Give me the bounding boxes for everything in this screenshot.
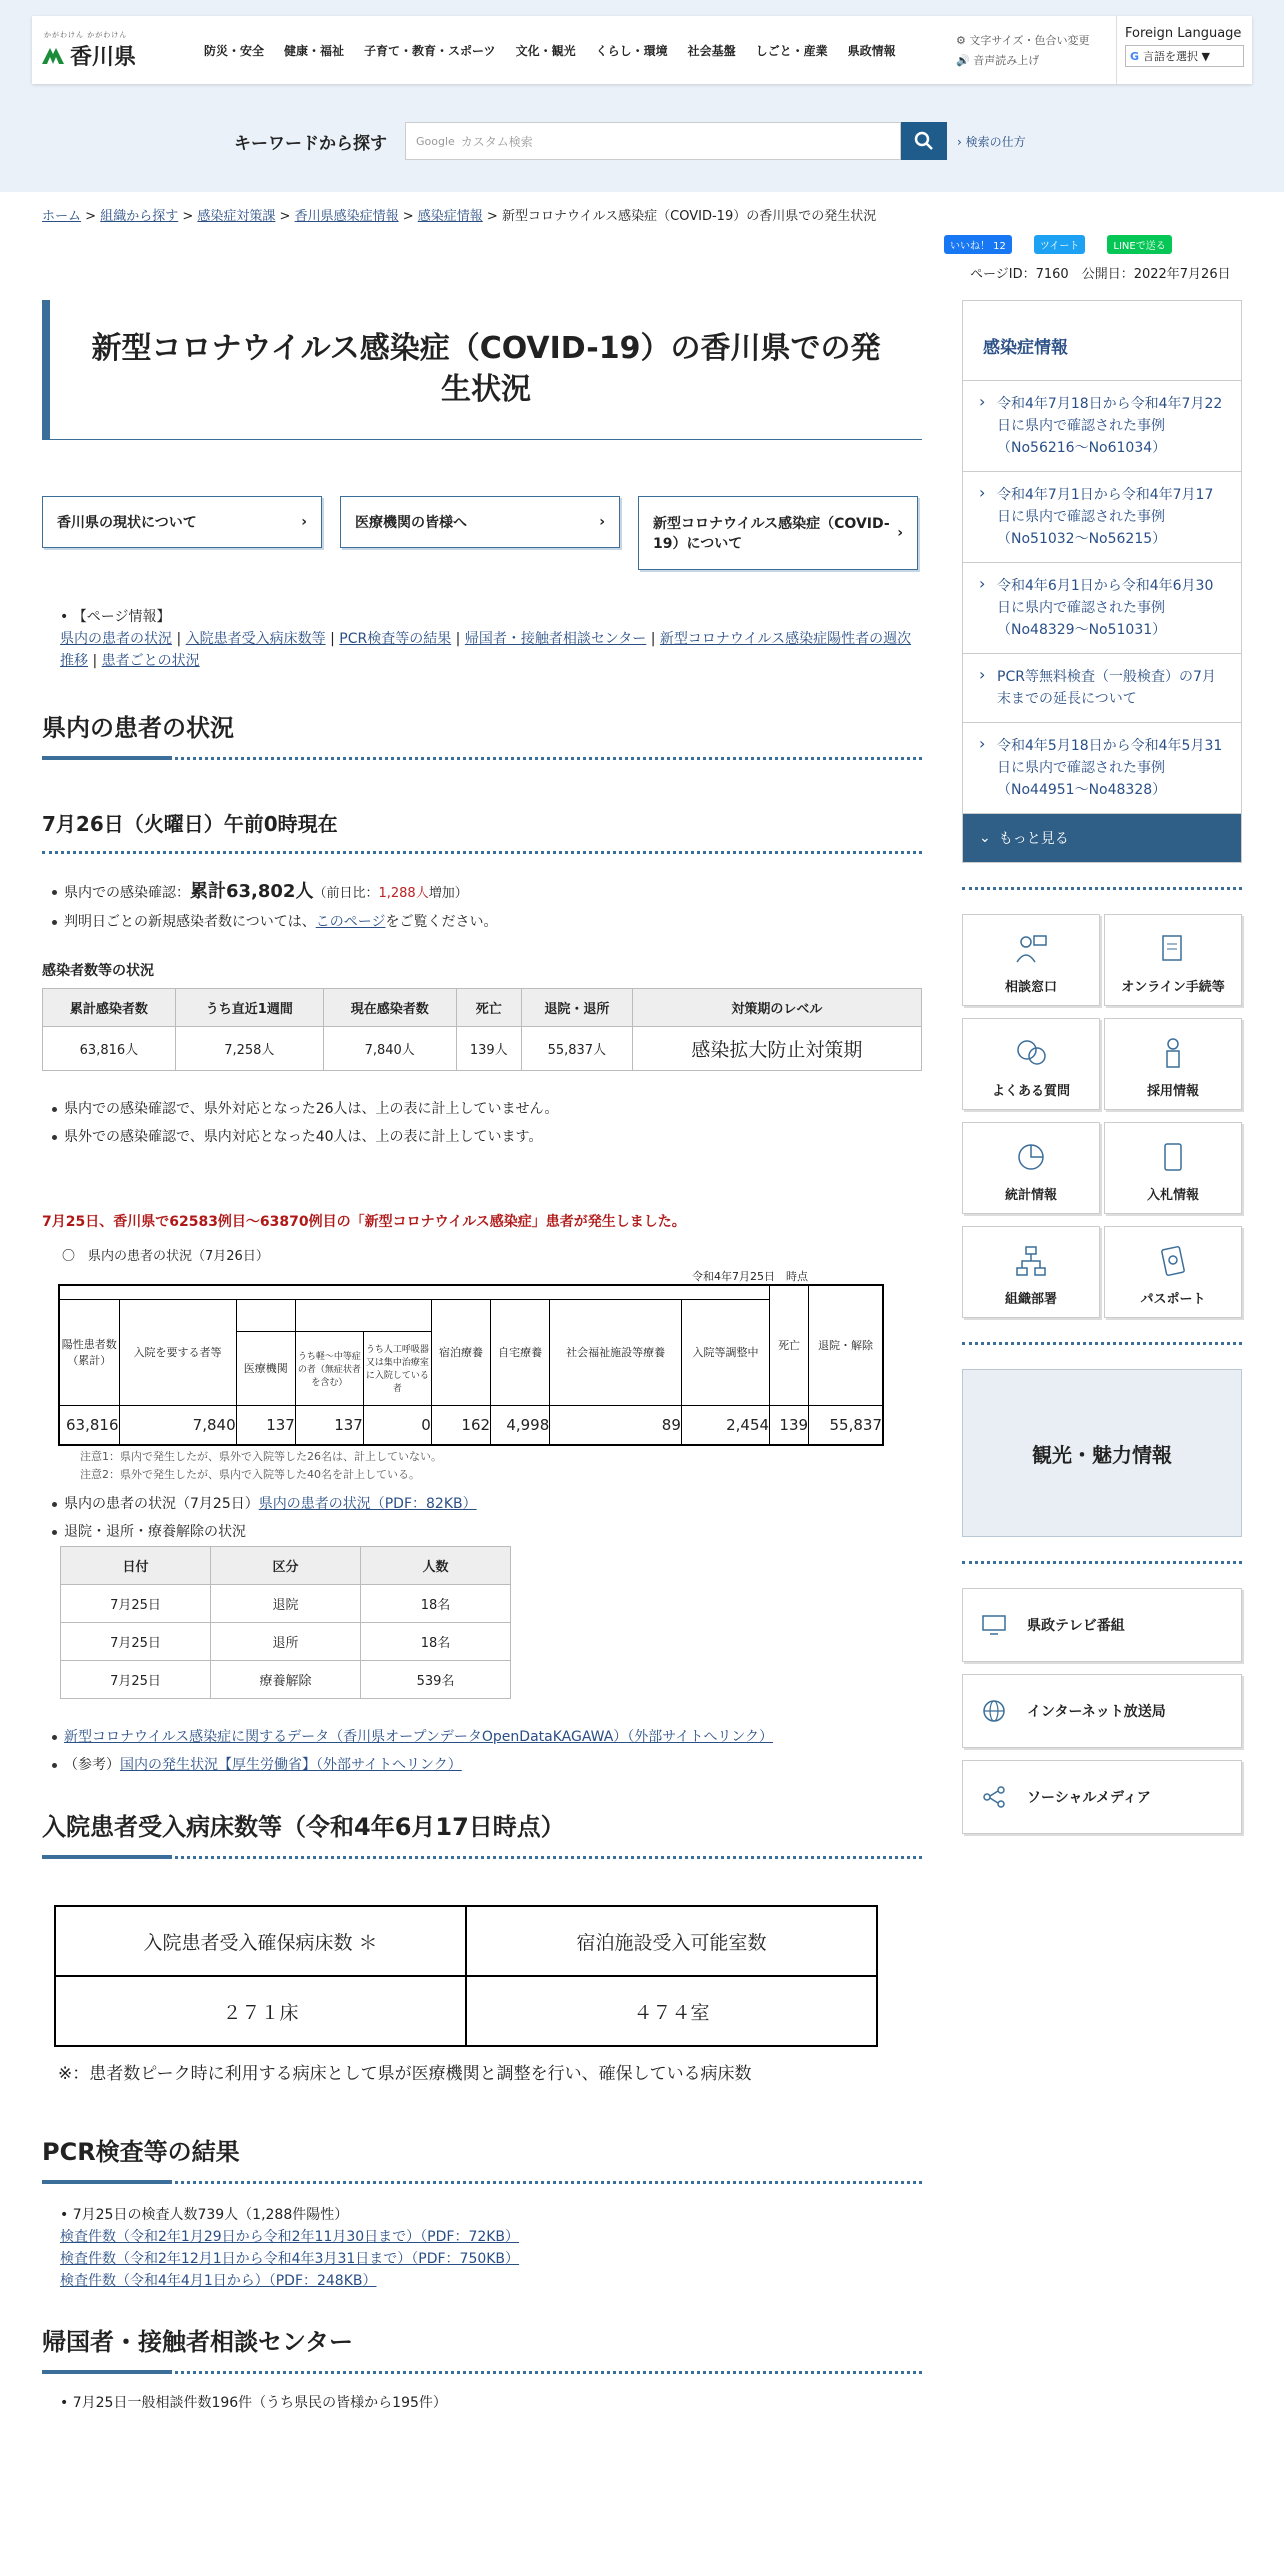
quick-link-nyusatsu[interactable]: 入札情報	[1104, 1122, 1242, 1214]
chevron-right-icon: ›	[301, 514, 307, 530]
chevron-right-icon: ›	[897, 525, 903, 541]
link-tv[interactable]: 県政テレビ番組	[962, 1588, 1242, 1662]
google-brand: Google	[416, 134, 455, 148]
discharge-table: 日付 区分 人数 7月25日 退院 18名 7月25日 退所 18名 7月25日 療養解除 539名	[60, 1546, 511, 1699]
mhlw-link[interactable]: 国内の発生状況【厚生労働省】（外部サイトへリンク）	[120, 1757, 462, 1773]
social-buttons	[944, 235, 1172, 254]
consult-count: • 7月25日一般相談件数196件（うち県民の皆様から195件）	[60, 2395, 447, 2411]
voice-link[interactable]: 🔊 音声読み上げ	[956, 54, 1040, 67]
global-nav	[194, 42, 906, 59]
card-iryou[interactable]: 医療機関の皆様へ ›	[340, 496, 620, 548]
breadcrumb: ホーム > 組織から探す > 感染症対策課 > 香川県感染症情報 > 感染症情報 > 新型コロナウイルス感染症（COVID-19）の香川県での発生状況	[42, 209, 877, 224]
speaker-icon: 🔊	[956, 54, 970, 67]
passport-icon	[1156, 1244, 1190, 1278]
link-social[interactable]: ソーシャルメディア	[962, 1760, 1242, 1834]
quick-link-toukei[interactable]: 統計情報	[962, 1122, 1100, 1214]
page-info: • 【ページ情報】 県内の患者の状況 | 入院患者受入病床数等 | PCR検査等の結果 | 帰国者・接触者相談センター | 新型コロナウイルス感染症陽性者の週次推移 | 患者ごとの状況	[60, 609, 912, 669]
line-button[interactable]: LINEで送る	[1107, 235, 1171, 254]
quick-link-soshiki[interactable]: 組織部署	[962, 1226, 1100, 1318]
section-title: PCR検査等の結果	[42, 2132, 922, 2184]
share-icon	[981, 1785, 1007, 1809]
infection-info-box	[962, 300, 1242, 863]
nav-item-kosodate[interactable]: 子育て・教育・スポーツ	[364, 43, 496, 58]
pcr-results: • 7月25日の検査人数739人（1,288件陽性） 検査件数（令和2年1月29日から令和2年11月30日まで）（PDF：72KB） 検査件数（令和2年12月1日から令和4年3月31日まで）（PDF：750KB） 検査件数（令和4年4月1日から）（PDF：248KB）	[60, 2207, 520, 2289]
site-logo[interactable]: かがわけん かがわけん 香川県	[32, 16, 182, 84]
nav-item-kenkou[interactable]: 健康・福祉	[284, 43, 345, 58]
site-header	[32, 16, 1252, 84]
card-covid[interactable]: 新型コロナウイルス感染症（COVID-19）について ›	[638, 496, 918, 570]
bed-table: 入院患者受入確保病床数 ＊ 宿泊施設受入可能室数 ２７１床 ４７４室	[54, 1905, 878, 2047]
divider	[962, 887, 1242, 890]
sidebar-item[interactable]: › 令和4年7月1日から令和4年7月17日に県内で確認された事例（No51032～No56215）	[963, 472, 1241, 563]
patient-pdf-link[interactable]: 県内の患者の状況（PDF：82KB）	[258, 1496, 477, 1512]
monitor-icon	[981, 1614, 1007, 1636]
page-meta: ページID：7160 公開日：2022年7月26日	[970, 267, 1231, 282]
quick-links	[962, 914, 1242, 1318]
language-box	[1116, 16, 1252, 84]
nav-item-shigoto[interactable]: しごと・産業	[755, 43, 828, 58]
breadcrumb-link[interactable]: ホーム	[42, 209, 82, 224]
org-chart-icon	[1014, 1244, 1048, 1278]
nav-item-kensei[interactable]: 県政情報	[847, 43, 896, 58]
daily-cases-link[interactable]: このページ	[315, 914, 386, 930]
person-icon	[1156, 1036, 1190, 1070]
breadcrumb-link[interactable]: 組織から探す	[100, 209, 179, 224]
topic-cards	[42, 496, 922, 570]
globe-icon	[981, 1699, 1007, 1723]
pdf-links: 県内の患者の状況（7月25日）県内の患者の状況（PDF：82KB） 退院・退所・療養解除の状況	[52, 1490, 922, 1546]
alert-text: 7月25日、香川県で62583例目～63870例目の「新型コロナウイルス感染症」患者が発生しました。	[42, 1214, 686, 1230]
pcr-pdf-link[interactable]: 検査件数（令和4年4月1日から）（PDF：248KB）	[60, 2273, 377, 2289]
language-select[interactable]: G 言語を選択 ▼	[1125, 45, 1244, 67]
prefecture-mark-icon	[40, 44, 66, 66]
card-genjou[interactable]: 香川県の現状について ›	[42, 496, 322, 548]
breadcrumb-link[interactable]: 感染症情報	[417, 209, 483, 224]
page-title: 新型コロナウイルス感染症（COVID-19）の香川県での発生状況	[42, 300, 922, 440]
divider	[962, 1561, 1242, 1564]
status-table: 累計感染者数 うち直近1週間 現在感染者数 死亡 退院・退所 対策期のレベル 63,816人 7,258人 7,840人 139人 55,837人 感染拡大防止対策期	[42, 988, 922, 1071]
nav-item-shakai[interactable]: 社会基盤	[687, 43, 736, 58]
search-area	[234, 122, 1026, 160]
section-title: 県内の患者の状況	[42, 708, 922, 760]
patient-status-heading: 〇 県内の患者の状況（7月26日）	[62, 1249, 269, 1264]
google-g-icon: G	[1130, 49, 1140, 63]
pageinfo-link[interactable]: 帰国者・接触者相談センター	[464, 631, 647, 647]
link-internet[interactable]: インターネット放送局	[962, 1674, 1242, 1748]
search-help-link[interactable]: › 検索の仕方	[957, 134, 1026, 149]
quick-link-online[interactable]: オンライン手続等	[1104, 914, 1242, 1006]
quick-link-soudan[interactable]: 相談窓口	[962, 914, 1100, 1006]
tablet-icon	[1156, 1140, 1190, 1174]
search-icon	[914, 131, 934, 151]
patient-table: 死亡 退院・解除 陽性患者数（累計） 入院を要する者等 宿泊療養 自宅療養 社会福祉施設等療養 入院等調整中 医療機関 うち軽～中等症の者（無症状者を含む） うち人工呼吸器又は集中治療室に入院している者 63,816 7,840 137 137 0 162 4,998 89 2,454 139 55,837	[58, 1284, 884, 1446]
search-label: キーワードから探す	[234, 133, 387, 154]
document-icon	[1156, 932, 1190, 966]
section-subtitle: 7月26日（火曜日）午前0時現在	[42, 808, 922, 854]
quick-link-saiyou[interactable]: 採用情報	[1104, 1018, 1242, 1110]
table-date: 令和4年7月25日 時点	[692, 1270, 808, 1283]
quick-link-faq[interactable]: よくある質問	[962, 1018, 1100, 1110]
chevron-down-icon: ⌄	[979, 830, 991, 846]
divider	[962, 1342, 1242, 1345]
bed-note: ※：患者数ピーク時に利用する病床として県が医療機関と調整を行い、確保している病床数	[58, 2064, 752, 2084]
section-title: 帰国者・接触者相談センター	[42, 2322, 922, 2374]
table-caption: 感染者数等の状況	[42, 963, 154, 979]
sidebar-item[interactable]: › 令和4年5月18日から令和4年5月31日に県内で確認された事例（No44951～No48328）	[963, 723, 1241, 814]
breadcrumb-link[interactable]: 感染症対策課	[197, 209, 276, 224]
sidebar	[962, 300, 1242, 1846]
speech-bubble-icon	[1014, 1036, 1048, 1070]
nav-item-bousai[interactable]: 防災・安全	[204, 43, 265, 58]
language-title: Foreign Language	[1125, 26, 1242, 41]
opendata-link[interactable]: 新型コロナウイルス感染症に関するデータ（香川県オープンデータOpenDataKAGAWA）（外部サイトへリンク）	[64, 1729, 774, 1745]
more-button[interactable]: ⌄ もっと見る	[963, 814, 1241, 862]
sidebar-heading: 感染症情報	[963, 301, 1241, 381]
main-content	[42, 300, 922, 2412]
nav-item-bunka[interactable]: 文化・観光	[515, 43, 576, 58]
facebook-like-button[interactable]: いいね！ 12	[944, 235, 1012, 254]
table-notes: 注意1：県内で発生したが、県外で入院等した26名は、計上していない。 注意2：県外で発生したが、県内で入院等した40名を計上している。	[80, 1450, 442, 1481]
nav-item-kurashi[interactable]: くらし・環境	[595, 43, 668, 58]
pageinfo-link[interactable]: 入院患者受入病床数等	[185, 631, 326, 647]
consult-icon	[1014, 932, 1048, 966]
tourism-banner[interactable]: 観光・魅力情報	[962, 1369, 1242, 1537]
tweet-button[interactable]: ツイート	[1034, 235, 1086, 254]
gear-icon: ⚙	[956, 34, 966, 47]
pcr-pdf-link[interactable]: 検査件数（令和2年12月1日から令和4年3月31日まで）（PDF：750KB）	[60, 2251, 520, 2267]
quick-link-passport[interactable]: パスポート	[1104, 1226, 1242, 1318]
pageinfo-link[interactable]: PCR検査等の結果	[339, 631, 452, 647]
pageinfo-link[interactable]: 新型コロナウイルス感染症陽性者の週次推移	[60, 631, 912, 669]
pcr-pdf-link[interactable]: 検査件数（令和2年1月29日から令和2年11月30日まで）（PDF：72KB）	[60, 2229, 520, 2245]
pageinfo-link[interactable]: 県内の患者の状況	[60, 631, 172, 647]
external-links: 新型コロナウイルス感染症に関するデータ（香川県オープンデータOpenDataKAGAWA）（外部サイトへリンク） （参考）国内の発生状況【厚生労働省】（外部サイトへリンク）	[52, 1723, 922, 1779]
utility-links	[956, 28, 1116, 72]
infection-summary: 県内での感染確認：累計63,802人（前日比：1,288人増加） 判明日ごとの新規感染者数については、このページをご覧ください。	[52, 878, 922, 936]
section-title: 入院患者受入病床数等（令和4年6月17日時点）	[42, 1807, 922, 1859]
chevron-right-icon: ›	[599, 514, 605, 530]
search-button[interactable]	[901, 122, 947, 160]
search-input[interactable]: Google カスタム検索	[405, 122, 901, 160]
sidebar-item[interactable]: › PCR等無料検査（一般検査）の7月末までの延長について	[963, 654, 1241, 723]
pageinfo-link[interactable]: 患者ごとの状況	[101, 653, 200, 669]
font-color-link[interactable]: ⚙ 文字サイズ・色合い変更	[956, 34, 1090, 47]
notes: 県内での感染確認で、県外対応となった26人は、上の表に計上していません。 県外での感染確認で、県内対応となった40人は、上の表に計上しています。	[52, 1095, 922, 1151]
sidebar-item[interactable]: › 令和4年7月18日から令和4年7月22日に県内で確認された事例（No56216～No61034）	[963, 381, 1241, 472]
breadcrumb-link[interactable]: 香川県感染症情報	[294, 209, 399, 224]
breadcrumb-current: 新型コロナウイルス感染症（COVID-19）の香川県での発生状況	[501, 209, 877, 224]
pie-chart-icon	[1014, 1140, 1048, 1174]
sidebar-item[interactable]: › 令和4年6月1日から令和4年6月30日に県内で確認された事例（No48329～No51031）	[963, 563, 1241, 654]
